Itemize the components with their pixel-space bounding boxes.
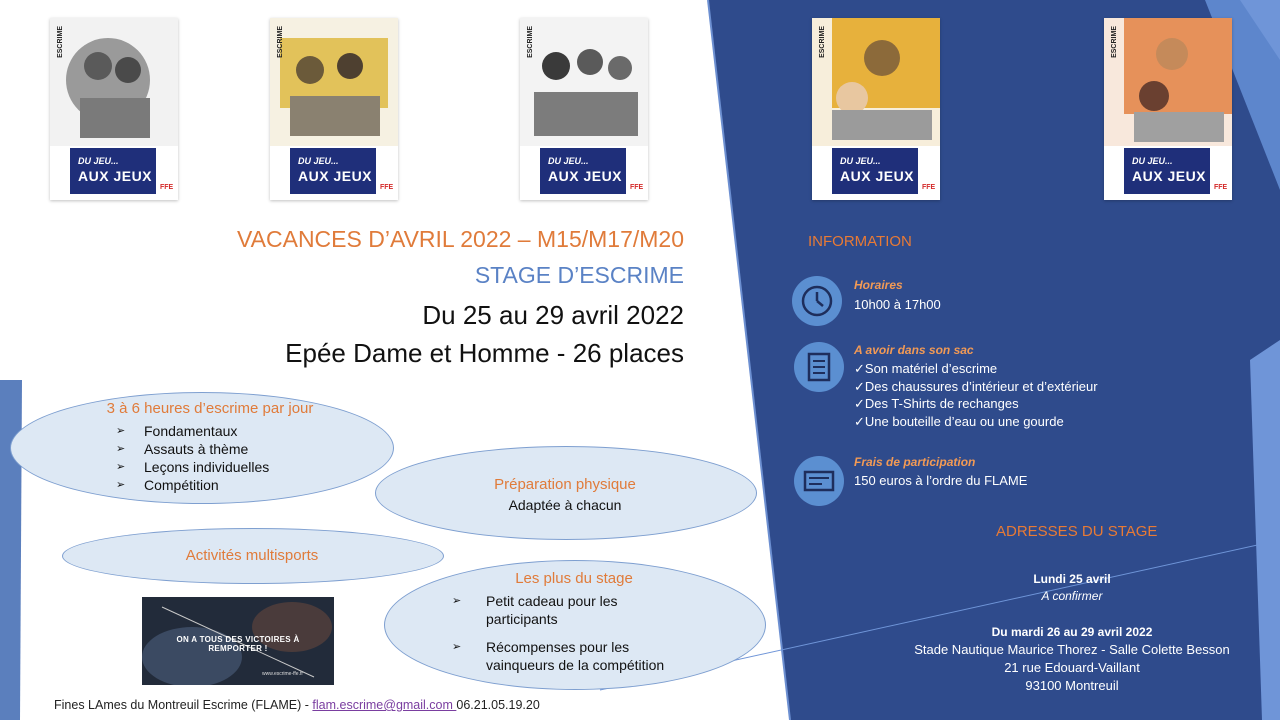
poster-title-box <box>70 148 156 194</box>
banner-slogan: ON A TOUS DES VICTOIRES À REMPORTER ! <box>176 635 300 653</box>
day1-title: Lundi 25 avril <box>1033 572 1111 586</box>
poster-line1: DU JEU... <box>548 156 589 166</box>
poster-line1: DU JEU... <box>78 156 119 166</box>
bag-label: A avoir dans son sac <box>854 343 974 357</box>
poster-1 <box>50 18 178 200</box>
arrow-bullet-icon: ➢ <box>116 479 126 491</box>
list-item: ➢ Leçons individuelles <box>116 459 270 475</box>
arrow-bullet-icon: ➢ <box>452 641 462 653</box>
footer <box>54 698 540 712</box>
poster-escrime-label: ESCRIME <box>819 26 826 58</box>
poster-title-box <box>540 148 626 194</box>
poster-title-box <box>832 148 918 194</box>
hours-list <box>116 422 269 494</box>
arrow-bullet-icon: ➢ <box>116 443 126 455</box>
banner-url: www.escrime-ffe.fr <box>262 671 304 677</box>
poster-line2: AUX JEUX <box>840 168 915 184</box>
plus-item-2: ➢ Récompenses pour les vainqueurs de la compétition <box>452 639 665 673</box>
ffe-logo: FFE <box>630 184 644 191</box>
ffe-logo: FFE <box>380 184 394 191</box>
ffe-logo: FFE <box>922 184 936 191</box>
list-item: ➢ Fondamentaux <box>116 423 238 439</box>
poster-escrime-label: ESCRIME <box>527 26 534 58</box>
day2-line3: 93100 Montreuil <box>1025 678 1119 693</box>
check-icon: ✓ <box>854 378 865 394</box>
check-icon: ✓ <box>854 396 865 411</box>
fees-label: Frais de participation <box>854 455 976 469</box>
footer-text: Fines LAmes du Montreuil Escrime (FLAME) - <box>54 698 313 712</box>
hours-oval-title: 3 à 6 heures d’escrime par jour <box>106 400 314 417</box>
check-icon: ✓ <box>854 361 865 376</box>
day1-text: A confirmer <box>1041 589 1103 603</box>
hours-label: Horaires <box>854 278 903 292</box>
addresses-heading: ADRESSES DU STAGE <box>996 523 1158 540</box>
list-item: ✓Son matériel d’escrime <box>854 361 998 376</box>
list-item: ✓Des T-Shirts de rechanges <box>854 396 1019 411</box>
check-icon: ✓ <box>854 413 865 429</box>
list-item: ➢ Assauts à thème <box>116 441 249 457</box>
ffe-logo: FFE <box>160 184 174 191</box>
poster-line1: DU JEU... <box>1132 156 1173 166</box>
physical-oval-title: Préparation physique <box>494 476 636 493</box>
checklist-icon <box>794 342 844 392</box>
email-link[interactable]: flam.escrime@gmail.com <box>312 698 457 712</box>
poster-escrime-label: ESCRIME <box>277 26 284 58</box>
hours-value: 10h00 à 17h00 <box>854 297 941 312</box>
arrow-bullet-icon: ➢ <box>452 595 462 607</box>
bag-list <box>854 360 1098 430</box>
day2-title: Du mardi 26 au 29 avril 2022 <box>991 625 1153 639</box>
poster-line2: AUX JEUX <box>1132 168 1207 184</box>
stage-category: Epée Dame et Homme - 26 places <box>285 338 684 368</box>
arrow-bullet-icon: ➢ <box>116 461 126 473</box>
poster-line1: DU JEU... <box>298 156 339 166</box>
clock-icon <box>792 276 842 326</box>
poster-escrime-label: ESCRIME <box>57 26 64 58</box>
poster-3 <box>520 18 648 200</box>
list-item: ✓Des chaussures d’intérieur et d’extérieur <box>854 378 1098 394</box>
ffe-logo: FFE <box>1214 184 1228 191</box>
poster-line2: AUX JEUX <box>298 168 373 184</box>
footer-phone: 06.21.05.19.20 <box>456 698 540 712</box>
list-item: ➢ Compétition <box>116 477 219 493</box>
promo-banner <box>142 597 334 685</box>
poster-4 <box>812 18 940 200</box>
plus-oval-title: Les plus du stage <box>515 570 633 587</box>
poster-line1: DU JEU... <box>840 156 881 166</box>
plus-item-1: ➢ Petit cadeau pour les participants <box>452 593 618 627</box>
poster-title-box <box>1124 148 1210 194</box>
poster-title-box <box>290 148 376 194</box>
day2-line2: 21 rue Edouard-Vaillant <box>1004 660 1140 675</box>
list-item: ✓Une bouteille d’eau ou une gourde <box>854 413 1064 429</box>
poster-line2: AUX JEUX <box>78 168 153 184</box>
fees-value: 150 euros à l’ordre du FLAME <box>854 473 1028 488</box>
poster-line2: AUX JEUX <box>548 168 623 184</box>
poster-escrime-label: ESCRIME <box>1111 26 1118 58</box>
arrow-bullet-icon: ➢ <box>116 425 126 437</box>
poster-2 <box>270 18 398 200</box>
physical-oval <box>375 446 757 540</box>
information-heading: INFORMATION <box>808 233 912 250</box>
poster-5 <box>1104 18 1232 200</box>
day2-line1: Stade Nautique Maurice Thorez - Salle Colette Besson <box>914 642 1230 657</box>
stage-dates: Du 25 au 29 avril 2022 <box>422 300 684 330</box>
multisport-oval-title: Activités multisports <box>185 547 319 564</box>
ticket-icon <box>794 456 844 506</box>
page-subtitle: STAGE D’ESCRIME <box>474 262 684 288</box>
page-title: VACANCES D’AVRIL 2022 – M15/M17/M20 <box>237 226 684 252</box>
physical-oval-text: Adaptée à chacun <box>508 497 622 513</box>
